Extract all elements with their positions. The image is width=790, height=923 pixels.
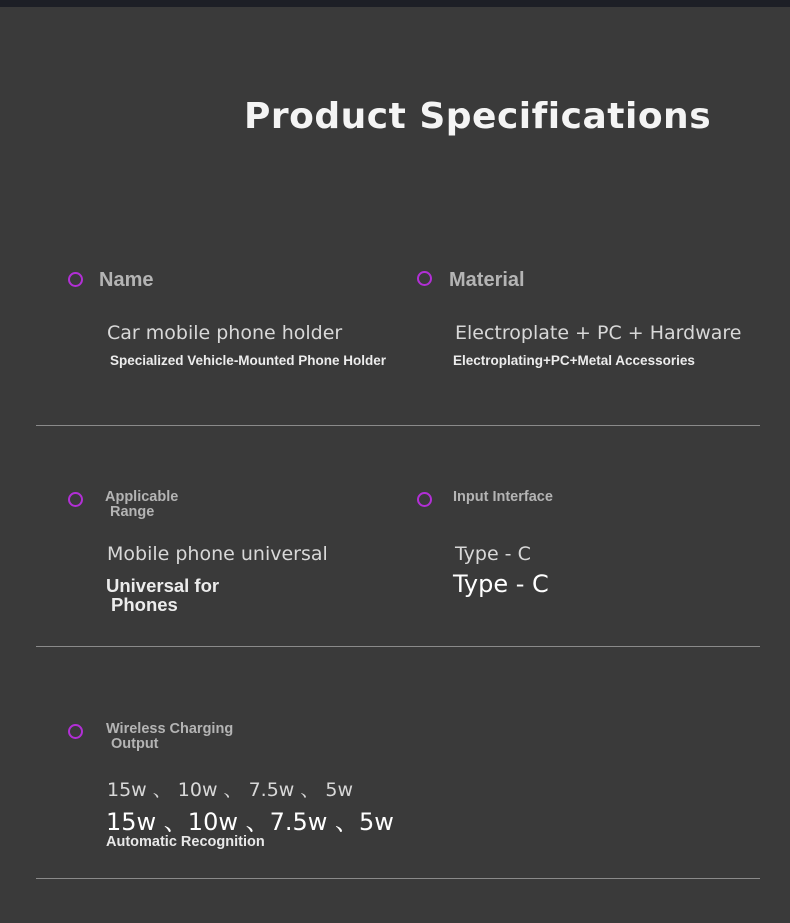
- material-label: Material: [449, 269, 525, 291]
- divider: [36, 425, 760, 426]
- interface-value: Type - C: [455, 543, 531, 565]
- circle-bullet-icon: [68, 724, 83, 739]
- name-value: Car mobile phone holder: [107, 322, 343, 344]
- range-value: Mobile phone universal: [107, 543, 328, 565]
- interface-label: Input Interface: [453, 489, 553, 505]
- page-title: Product Specifications: [244, 96, 712, 137]
- range-label-line1: Applicable: [105, 489, 179, 505]
- charging-translation: 15w 、10w 、7.5w 、5w: [106, 808, 394, 836]
- circle-bullet-icon: [417, 492, 432, 507]
- range-translation-line1: Universal for: [106, 575, 220, 596]
- top-bar: [0, 0, 790, 7]
- circle-bullet-icon: [417, 271, 432, 286]
- interface-translation: Type - C: [453, 570, 549, 598]
- circle-bullet-icon: [68, 492, 83, 507]
- circle-bullet-icon: [68, 272, 83, 287]
- range-label-line2: Range: [110, 504, 155, 520]
- range-translation-line2: Phones: [111, 594, 178, 615]
- divider: [36, 646, 760, 647]
- name-translation: Specialized Vehicle-Mounted Phone Holder: [110, 353, 387, 368]
- name-label: Name: [99, 269, 154, 291]
- charging-label: [106, 722, 233, 752]
- charging-value: 15w 、 10w 、 7.5w 、 5w: [107, 779, 354, 801]
- divider: [36, 878, 760, 879]
- charging-note: Automatic Recognition: [106, 834, 265, 850]
- material-translation: Electroplating+PC+Metal Accessories: [453, 353, 695, 368]
- charging-label-line2: Output: [111, 736, 159, 752]
- range-label: [105, 490, 178, 520]
- range-translation: [106, 576, 219, 614]
- charging-label-line1: Wireless Charging: [106, 721, 234, 737]
- material-value: Electroplate + PC + Hardware: [455, 322, 742, 344]
